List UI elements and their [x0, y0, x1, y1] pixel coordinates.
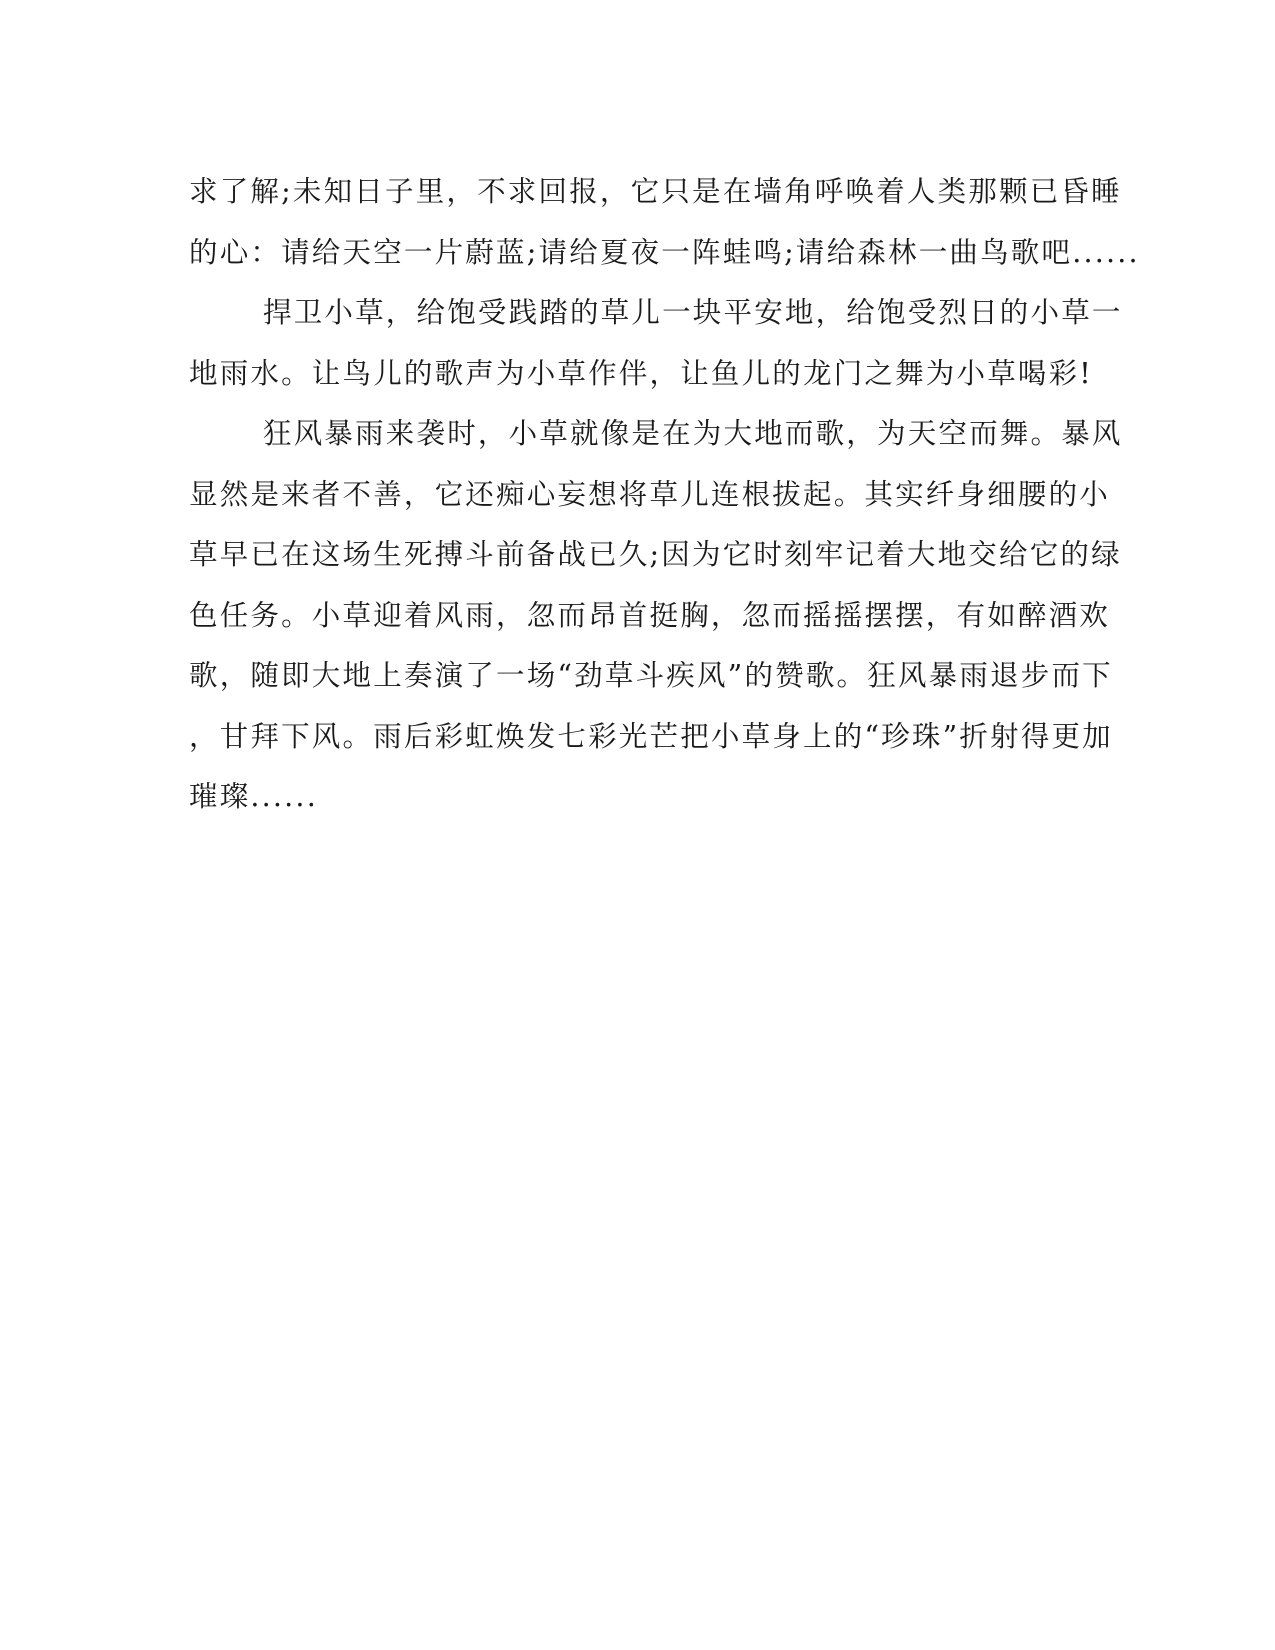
text-line: 求了解;未知日子里，不求回报，它只是在墙角呼唤着人类那颗已昏睡 [189, 175, 1122, 208]
text-line: 显然是来者不善，它还痴心妄想将草儿连根拔起。其实纤身细腰的小 [189, 477, 1111, 511]
text-line: 璀璨...... [189, 780, 318, 813]
text-line: 地雨水。让鸟儿的歌声为小草作伴，让鱼儿的龙门之舞为小草喝彩! [189, 356, 1093, 390]
text-line: 色任务。小草迎着风雨，忽而昂首挺胸，忽而摇摇摆摆，有如醉酒欢 [189, 598, 1111, 632]
text-line: 草早已在这场生死搏斗前备战已久;因为它时刻牢记着大地交给它的绿 [189, 538, 1122, 571]
paragraph-first-line: 狂风暴雨来袭时，小草就像是在为大地而歌，为天空而舞。暴风 [263, 417, 1123, 450]
body-text [189, 162, 1140, 828]
text-line: 的心：请给天空一片蔚蓝;请给夏夜一阵蛙鸣;请给森林一曲鸟歌吧...... [189, 235, 1140, 269]
paragraph-first-line: 捍卫小草，给饱受践踏的草儿一块平安地，给饱受烈日的小草一 [263, 296, 1123, 329]
text-line: ，甘拜下风。雨后彩虹焕发七彩光芒把小草身上的“珍珠”折射得更加 [189, 719, 1113, 753]
text-line: 歌，随即大地上奏演了一场“劲草斗疾风”的赞歌。狂风暴雨退步而下 [189, 659, 1113, 692]
